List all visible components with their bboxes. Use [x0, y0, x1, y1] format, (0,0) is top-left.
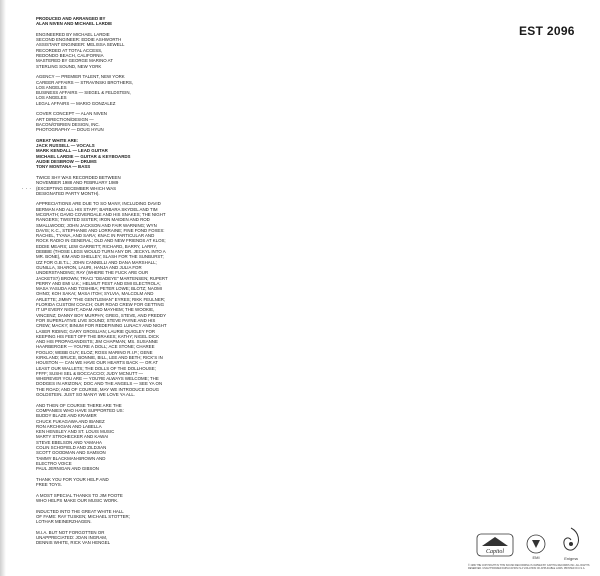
- credit-line: WHO HELPS MAKE OUR MUSIC WORK.: [36, 498, 119, 504]
- credit-line: LOS ANGELES: [36, 84, 67, 90]
- credit-line: AGENCY — PREMIER TALENT, NEW YORK: [36, 74, 125, 80]
- capitol-logo-icon: [475, 532, 515, 562]
- credit-line: NOVEMBER 1988 AND FEBRUARY 1989: [36, 180, 119, 186]
- credit-line: RECORDED AT TOTAL ACCESS,: [36, 47, 103, 53]
- credit-line: LEGAL AFFAIRS — MARIO GONZALEZ: [36, 100, 116, 106]
- appreciations-paragraph: APPRECIATIONS ARE DUE TO SO MANY, INCLUDING DAVID BERMAN AND ALL HIS STAFF; BARBARA SKYDEL AND TIM MCGRATH; DAVID COVERDALE AND HIS SNAKES; THE NIGHT RANGERS; TWISTED SISTER; IRON MAIDEN AND ROD SMALLWOOD; JOHN JACKSON AND FAIR WARNING; WYN DAVIS; K.C., STEPHANIE AND LORRAINE; FINE FOND FOXES: RACHEL, TYANA, AND SARA; KNAC IN PARTICULAR AND ROCK RADIO IN GENERAL; OLD AND NEW FRIENDS AT KLOS; EDDIE MEARS; LEW GARRETT; RICHARD, BARRY, LARRY, DEBBIE (THOSE LEGS WOULD TURN ANY DR. JECKYL INTO A MR. BONE), KIM AND SHELLEY; SLASH FOR THE SUNBURST; IZZ FOR G.B.T.L.; JOHN CANNELLI AND DANA MARSHALL; GUNILLA, SHARON, LAURI, HANJA AND JULIA FOR UNDERSTANDING; RAY (WHERE THE FUCK ARE OUR JACKETS?) BROWN; TRACI "DEADEYE" MARTENSEN; RUPERT PERRY AND EMI U.K.; HELMUT FEST AND EMI ELECTROLA; MASA YASUDA AND TOSHIBA; PETER LOWE; BLOTZ; NAOMI OHNO; KOH SAKAI; MASA ITOH; SYLVIA, MALCOLM AND ARLETTE; JIMMY "THE GENTLEMAN" EYRES; RIKK FEULNER; FLORIDA CUSTOM COACH; OUR ROAD CREW FOR GETTING IT UP EVERY NIGHT; ADAM AND MAYHEM; THE WOOKIE, VINCENZ; DANNY BOY MURPHY, GREG, STEVE, AND FREDDY FOR SUPERLATIVE LIVE SOUND; STEVE PAYNE AND HIS CREW; MACKY; BINUM FOR REDEFINING LUNACY AND NIGHT LASER RIDING; GARY GROSLIAN; LAURIE QUIGLEY FOR KEEPING HIS FEET OFF THE BRAKES; KATHY; NIGEL DICK AND HIS PROPAGANDISTS; JIM CHAPMAN; MS. SUSANNE HAARBERGER — YOU'RE A DOLL; ACE STONE; CHAREE FOGLIO; WEBB GUY; ELOZ; ROSS MARINO R.I.P.; GENE KIRKLAND; BRUCE, BONNIE, BILL, LEE AND BETH; RICK'S IN HOUSTON — CAN WE HAVE OUR HEARTS BACK — OR AT LEAST OUR WALLETS; THE DOLLS OF THE DOLLHOUSE; FFFF; SUSHI SEL & BOCCACCIO; JUDY MCNUTT — WHEREVER YOU ARE — YOU'RE ALWAYS WELCOME; THE DODGES IN ARIZONA; DOC AND THE ANGELS — SEE YA ON THE ROAD; AND OF COURSE, MAY WE INTRODUCE DOUG GOLDSTEIN. JUST SO MANY! WE LOVE YA ALL.: [36, 201, 168, 398]
- credit-line: ASSISTANT ENGINEER: MELISSA SEWELL: [36, 42, 125, 48]
- credit-line: STEVE EBELSON AND YAMAHA: [36, 439, 102, 445]
- credit-line: AUDIE DESBROW — DRUMS: [36, 159, 97, 165]
- credit-line: TAMMY BLACKMAN-BROWN AND: [36, 455, 106, 461]
- credit-line: JACK RUSSELL — VOCALS: [36, 143, 95, 149]
- liner-notes-credits: [36, 16, 168, 546]
- credit-line: UNAPPRECIATED: JOAN INGRAM,: [36, 535, 108, 541]
- enigma-logo-text: Enigma: [564, 556, 578, 561]
- sponsor-credits: [36, 403, 168, 546]
- credit-line: MARTY STROHECKER AND KAWAI: [36, 434, 109, 440]
- credit-line: DENNIS WHITE, RICK VAN HENGEL: [36, 540, 111, 546]
- credit-line: MASTERED BY GEORGE MARINO AT: [36, 58, 113, 64]
- credit-line: SECOND ENGINEER: EDDIE ASHWORTH: [36, 37, 122, 43]
- credit-line: BUSINESS AFFAIRS — SIEGEL & FELDSTEIN,: [36, 90, 131, 96]
- credit-line: CAREER AFFAIRS — STRAVINSKI BROTHERS,: [36, 79, 134, 85]
- credit-line: FREE TOYS.: [36, 482, 62, 488]
- catalog-number: EST 2096: [519, 24, 575, 38]
- credit-line: MICHAEL LARDIE — GUITAR & KEYBOARDS: [36, 153, 131, 159]
- credit-line: M.I.A. BUT NOT FORGOTTEN OR: [36, 529, 105, 535]
- credit-line: THANK YOU FOR YOUR HELP AND: [36, 476, 109, 482]
- capitol-logo-text: Capitol: [485, 549, 505, 555]
- credit-line: ART DIRECTION/DESIGN —: [36, 116, 94, 122]
- credit-line: LOS ANGELES: [36, 95, 67, 101]
- credit-line: DESIGNATED PARTY MONTH).: [36, 190, 100, 196]
- credit-line: STERLING SOUND, NEW YORK: [36, 63, 102, 69]
- credit-line: BACON/O'BRIEN DESIGN, INC.: [36, 121, 100, 127]
- credit-line: TWICE SHY WAS RECORDED BETWEEN: [36, 174, 121, 180]
- production-credits: [36, 16, 168, 196]
- emi-logo-text: EMI: [532, 555, 540, 560]
- credit-line: SCOTT GOODMAN AND SAMSON: [36, 450, 106, 456]
- credit-line: OF FAME: RAY TUSKEN; MICHAEL STOTTER;: [36, 513, 130, 519]
- copyright-fine-print: © 1989 THE COPYRIGHT IN THIS SOUND RECORDING IS OWNED BY CAPITOL RECORDS INC. ALL RIGHTS RESERVED. UNAUTHORIZED DUPLICATION IS A VIOLATION OF APPLICABLE LAWS. PRINTED IN U.S.A.: [468, 564, 590, 570]
- credit-line: RON ARCHIGIAN AND LABELLA: [36, 423, 102, 429]
- credit-line: MARK KENDALL — LEAD GUITAR: [36, 148, 108, 154]
- credit-line: (EXCEPTING DECEMBER WHICH WAS: [36, 185, 117, 191]
- credit-line: PHOTOGRAPHY — DOUG HYUN: [36, 127, 104, 133]
- ellipsis-marker: . . .: [22, 185, 32, 191]
- credit-line: TONY MONTANA — BASS: [36, 164, 91, 170]
- credit-line: COVER CONCEPT — ALAN NIVEN: [36, 111, 107, 117]
- credit-line: AND THEN OF COURSE THERE ARE THE: [36, 402, 122, 408]
- credit-line: A MOST SPECIAL THANKS TO JIM FOOTE: [36, 492, 123, 498]
- credit-line: INDUCTED INTO THE GREAT WHITE HALL: [36, 508, 124, 514]
- credit-line: ALAN NIVEN AND MICHAEL LARDIE: [36, 21, 113, 27]
- credit-line: LOTHAR MEINERZHAGEN.: [36, 519, 92, 525]
- credit-line: CHUCK FUKAGAWA AND IBANEZ: [36, 418, 105, 424]
- credit-line: ENGINEERED BY MICHAEL LARDIE: [36, 31, 110, 37]
- credit-line: REDONDO BEACH, CALIFORNIA: [36, 53, 104, 59]
- credit-line: PAUL JERNIGAN AND GIBSON: [36, 466, 99, 472]
- credit-line: COLIN SCHOFIELD AND ZILDJIAN: [36, 445, 107, 451]
- credit-line: COMPANIES WHO HAVE SUPPORTED US:: [36, 407, 124, 413]
- credit-line: PRODUCED AND ARRANGED BY: [36, 16, 106, 21]
- credit-line: KEN HENSLEY AND ST. LOUIS MUSIC: [36, 429, 115, 435]
- enigma-logo-icon: [555, 524, 587, 564]
- credit-line: GREAT WHITE ARE:: [36, 137, 79, 143]
- emi-logo-icon: [523, 532, 549, 562]
- credit-line: BUDDY BLAZE AND KRAMER: [36, 413, 97, 419]
- credit-line: ELECTRO VOICE: [36, 460, 72, 466]
- sleeve-edge: [0, 0, 6, 576]
